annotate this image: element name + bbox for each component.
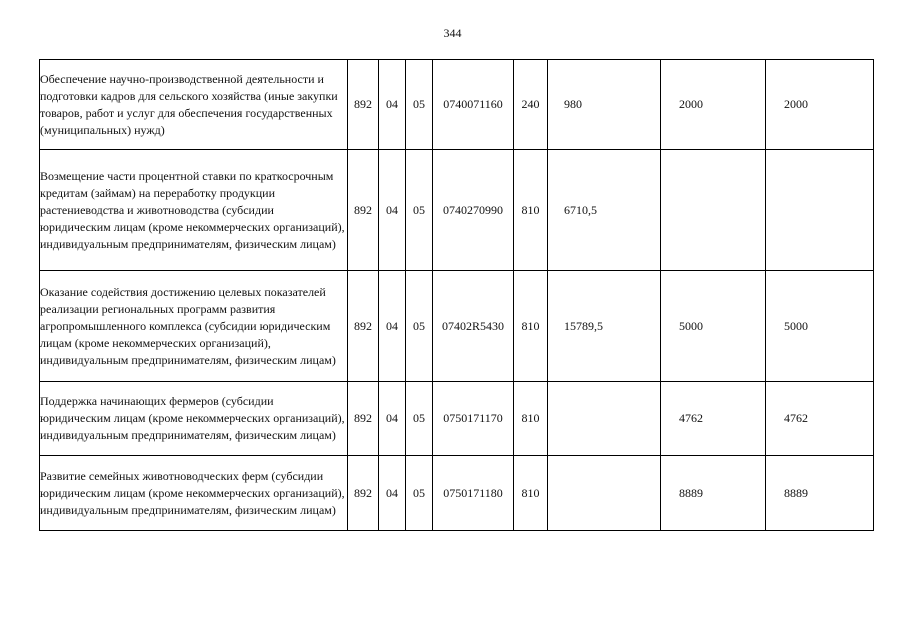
target-item-code: 0740071160: [433, 60, 514, 150]
section-code: 04: [379, 60, 406, 150]
section-code: 04: [379, 382, 406, 456]
target-item-code: 0740270990: [433, 150, 514, 271]
ministry-code: 892: [348, 60, 379, 150]
section-code: 04: [379, 456, 406, 531]
amount-year-3: [766, 150, 874, 271]
row-description: Обеспечение научно-производственной деятельности и подготовки кадров для сельского хозяйства (иные закупки товаров, работ и услуг для обеспечения государственных (муниципальных) нужд): [40, 60, 348, 150]
expense-type-code: 810: [514, 150, 548, 271]
amount-year-3: 2000: [766, 60, 874, 150]
expense-type-code: 810: [514, 271, 548, 382]
amount-year-1: [548, 382, 661, 456]
row-description: Развитие семейных животноводческих ферм (субсидии юридическим лицам (кроме некоммерческих организаций), индивидуальным предпринимателям, физическим лицам): [40, 456, 348, 531]
target-item-code: 0750171180: [433, 456, 514, 531]
table-row: [40, 456, 874, 531]
table-row: [40, 150, 874, 271]
ministry-code: 892: [348, 456, 379, 531]
subsection-code: 05: [406, 456, 433, 531]
amount-year-1: 15789,5: [548, 271, 661, 382]
ministry-code: 892: [348, 382, 379, 456]
table-row: [40, 60, 874, 150]
table-row: [40, 271, 874, 382]
expense-type-code: 810: [514, 382, 548, 456]
row-description: Возмещение части процентной ставки по краткосрочным кредитам (займам) на переработку продукции растениеводства и животноводства (субсидии юридическим лицам (кроме некоммерческих организаций), индивидуальным предпринимателям, физическим лицам): [40, 150, 348, 271]
ministry-code: 892: [348, 150, 379, 271]
amount-year-3: 4762: [766, 382, 874, 456]
section-code: 04: [379, 150, 406, 271]
target-item-code: 07402R5430: [433, 271, 514, 382]
expense-type-code: 810: [514, 456, 548, 531]
amount-year-2: [661, 150, 766, 271]
page-number: 344: [443, 26, 462, 40]
ministry-code: 892: [348, 271, 379, 382]
amount-year-3: 8889: [766, 456, 874, 531]
amount-year-3: 5000: [766, 271, 874, 382]
subsection-code: 05: [406, 382, 433, 456]
budget-table: [39, 59, 874, 531]
amount-year-2: 2000: [661, 60, 766, 150]
amount-year-1: [548, 456, 661, 531]
amount-year-1: 980: [548, 60, 661, 150]
expense-type-code: 240: [514, 60, 548, 150]
subsection-code: 05: [406, 271, 433, 382]
target-item-code: 0750171170: [433, 382, 514, 456]
row-description: Поддержка начинающих фермеров (субсидии юридическим лицам (кроме некоммерческих организаций), индивидуальным предпринимателям, физическим лицам): [40, 382, 348, 456]
amount-year-2: 8889: [661, 456, 766, 531]
amount-year-2: 5000: [661, 271, 766, 382]
row-description: Оказание содействия достижению целевых показателей реализации региональных программ развития агропромышленного комплекса (субсидии юридическим лицам (кроме некоммерческих организаций), индивидуальным предпринимателям, физическим лицам): [40, 271, 348, 382]
subsection-code: 05: [406, 60, 433, 150]
section-code: 04: [379, 271, 406, 382]
table-row: [40, 382, 874, 456]
amount-year-1: 6710,5: [548, 150, 661, 271]
amount-year-2: 4762: [661, 382, 766, 456]
subsection-code: 05: [406, 150, 433, 271]
